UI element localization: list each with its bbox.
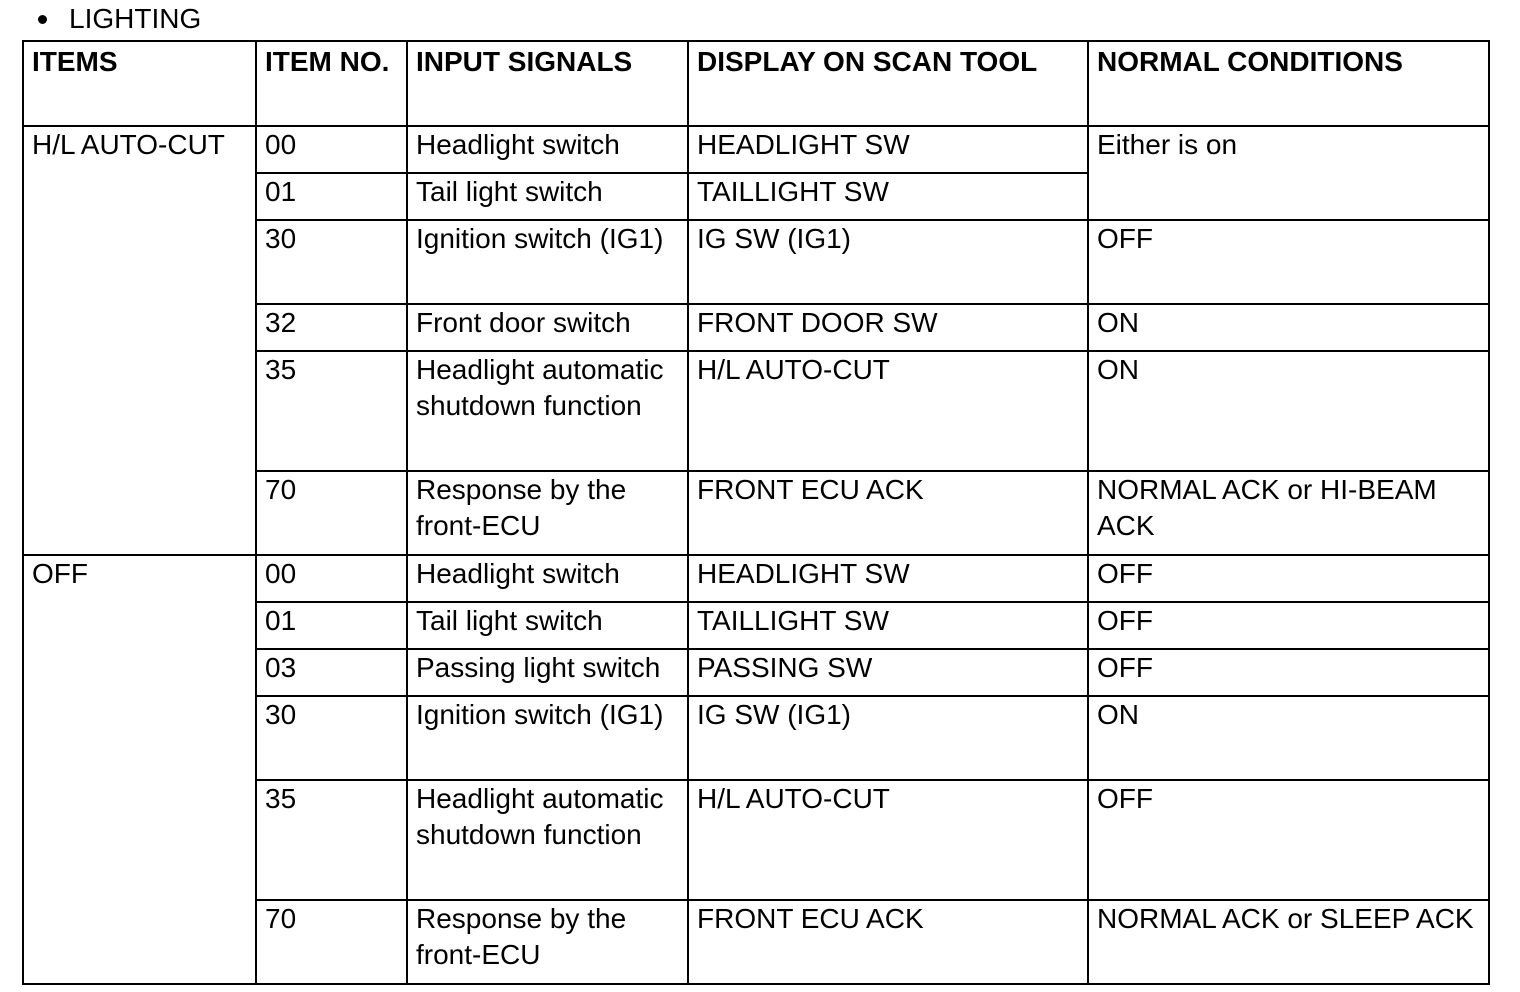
- item-cell: H/L AUTO-CUT: [23, 126, 256, 555]
- item-no-cell: 01: [256, 602, 407, 649]
- input-signal-cell: Headlight automatic shutdown function: [407, 351, 688, 471]
- item-no-cell: 35: [256, 780, 407, 900]
- item-no-cell: 32: [256, 304, 407, 351]
- item-cell: OFF: [23, 555, 256, 984]
- item-no-cell: 70: [256, 471, 407, 555]
- condition-cell: ON: [1088, 696, 1489, 780]
- item-no-cell: 01: [256, 173, 407, 220]
- condition-cell: NORMAL ACK or HI-BEAM ACK: [1088, 471, 1489, 555]
- condition-cell: OFF: [1088, 220, 1489, 304]
- header-normal-conditions: NORMAL CONDITIONS: [1088, 41, 1489, 126]
- header-display-on-scan-tool: DISPLAY ON SCAN TOOL: [688, 41, 1088, 126]
- item-no-cell: 70: [256, 900, 407, 984]
- display-cell: HEADLIGHT SW: [688, 555, 1088, 602]
- condition-cell: NORMAL ACK or SLEEP ACK: [1088, 900, 1489, 984]
- display-cell: TAILLIGHT SW: [688, 602, 1088, 649]
- condition-cell: ON: [1088, 351, 1489, 471]
- section-heading: [38, 2, 201, 36]
- input-signal-cell: Response by the front-ECU: [407, 900, 688, 984]
- condition-cell: ON: [1088, 304, 1489, 351]
- input-signal-cell: Front door switch: [407, 304, 688, 351]
- display-cell: IG SW (IG1): [688, 220, 1088, 304]
- section-title: LIGHTING: [69, 3, 202, 34]
- header-input-signals: INPUT SIGNALS: [407, 41, 688, 126]
- condition-cell: OFF: [1088, 649, 1489, 696]
- input-signal-cell: Ignition switch (IG1): [407, 696, 688, 780]
- item-no-cell: 30: [256, 220, 407, 304]
- input-signal-cell: Tail light switch: [407, 602, 688, 649]
- input-signal-cell: Ignition switch (IG1): [407, 220, 688, 304]
- input-signal-cell: Response by the front-ECU: [407, 471, 688, 555]
- item-no-cell: 00: [256, 555, 407, 602]
- header-item-no: ITEM NO.: [256, 41, 407, 126]
- input-signal-cell: Tail light switch: [407, 173, 688, 220]
- display-cell: PASSING SW: [688, 649, 1088, 696]
- condition-cell: OFF: [1088, 780, 1489, 900]
- header-items: ITEMS: [23, 41, 256, 126]
- header-row: [23, 41, 1489, 126]
- display-cell: FRONT ECU ACK: [688, 900, 1088, 984]
- item-no-cell: 35: [256, 351, 407, 471]
- condition-cell: Either is on: [1088, 126, 1489, 220]
- bullet-icon: [38, 15, 47, 24]
- display-cell: FRONT DOOR SW: [688, 304, 1088, 351]
- table-row: [23, 555, 1489, 602]
- display-cell: H/L AUTO-CUT: [688, 351, 1088, 471]
- item-no-cell: 30: [256, 696, 407, 780]
- item-no-cell: 00: [256, 126, 407, 173]
- display-cell: H/L AUTO-CUT: [688, 780, 1088, 900]
- condition-cell: OFF: [1088, 555, 1489, 602]
- display-cell: HEADLIGHT SW: [688, 126, 1088, 173]
- display-cell: IG SW (IG1): [688, 696, 1088, 780]
- input-signal-cell: Passing light switch: [407, 649, 688, 696]
- lighting-spec-table: [22, 40, 1490, 985]
- table-row: [23, 126, 1489, 173]
- condition-cell: OFF: [1088, 602, 1489, 649]
- display-cell: FRONT ECU ACK: [688, 471, 1088, 555]
- input-signal-cell: Headlight switch: [407, 126, 688, 173]
- input-signal-cell: Headlight automatic shutdown function: [407, 780, 688, 900]
- input-signal-cell: Headlight switch: [407, 555, 688, 602]
- item-no-cell: 03: [256, 649, 407, 696]
- display-cell: TAILLIGHT SW: [688, 173, 1088, 220]
